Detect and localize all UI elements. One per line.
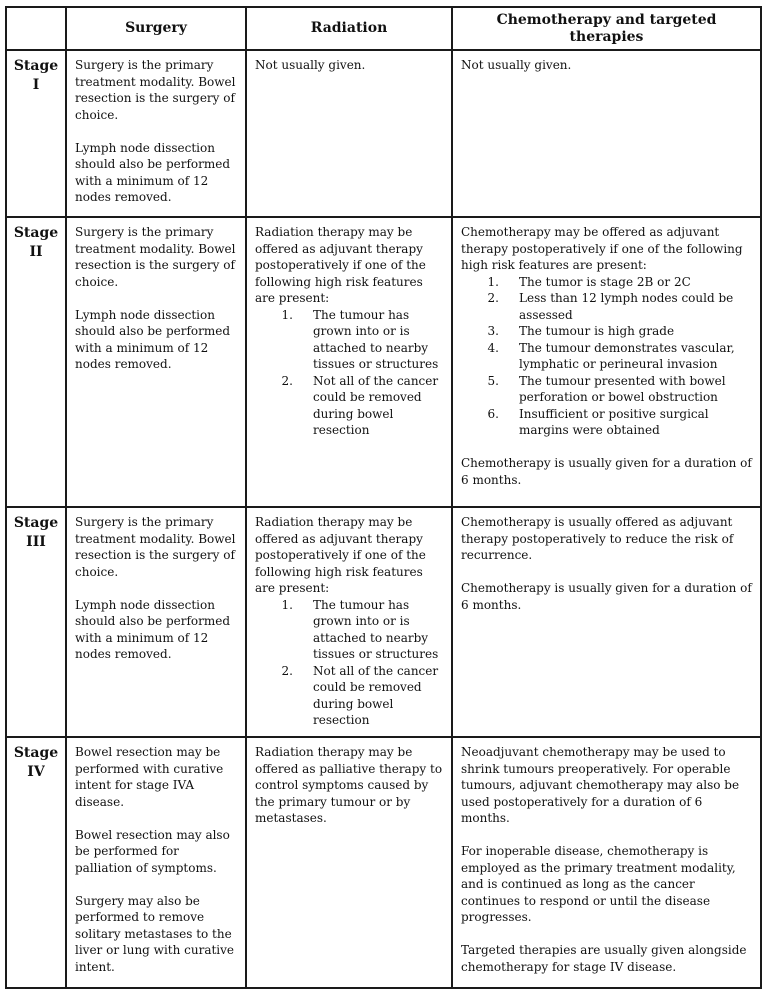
- radiation-text: Not usually given.: [255, 58, 366, 72]
- list-number: 2.: [281, 373, 293, 388]
- list-number: 1.: [281, 307, 293, 322]
- list-text: Not all of the cancer could be removed during bowel resection: [313, 663, 439, 727]
- radiation-cell: [246, 737, 452, 988]
- stage-number: I: [32, 77, 40, 93]
- radiation-intro: Radiation therapy may be offered as adjuvant therapy postoperatively if one of the following high risk features are present:: [255, 225, 426, 305]
- list-item: [461, 323, 752, 340]
- list-number: 6.: [487, 406, 499, 421]
- surgery-cell: [66, 507, 246, 737]
- surgery-text: Bowel resection may be performed with curative intent for stage IVA disease.: [75, 745, 224, 809]
- surgery-text: Surgery may also be performed to remove solitary metastases to the liver or lung with curative intent.: [75, 893, 235, 974]
- list-number: 3.: [487, 324, 499, 338]
- surgery-text: Surgery is the primary treatment modality. Bowel resection is the surgery of choice.: [75, 58, 236, 122]
- chemo-cell: [452, 50, 761, 217]
- header-surgery: Surgery: [66, 7, 246, 50]
- list-item: [255, 373, 443, 439]
- header-stage: [6, 7, 66, 50]
- surgery-text: Lymph node dissection should also be performed with a minimum of 12 nodes removed.: [75, 140, 231, 204]
- list-item: [255, 307, 443, 373]
- header-row: [6, 7, 761, 50]
- list-text: The tumour is high grade: [519, 324, 675, 338]
- chemo-text: Chemotherapy is usually given for a duration of 6 months.: [461, 581, 752, 612]
- table-row-stage-2: [6, 217, 761, 507]
- radiation-text: Radiation therapy may be offered as palliative therapy to control symptoms caused by the primary tumour or by metastases.: [255, 745, 443, 825]
- list-text: The tumour presented with bowel perforation or bowel obstruction: [519, 373, 726, 404]
- chemo-text: Neoadjuvant chemotherapy may be used to shrink tumours preoperatively. For operable tumours, adjuvant chemotherapy may also be used postoperatively for a duration of 6 months.: [461, 745, 740, 825]
- list-text: The tumour has grown into or is attached to nearby tissues or structures: [313, 307, 439, 371]
- stage-label: [6, 737, 66, 988]
- list-number: 2.: [281, 663, 293, 678]
- treatment-table-wrapper: [5, 6, 762, 989]
- radiation-intro: Radiation therapy may be offered as adjuvant therapy postoperatively if one of the following high risk features are present:: [255, 515, 426, 595]
- list-item: [255, 663, 443, 729]
- list-text: Insufficient or positive surgical margins were obtained: [519, 406, 709, 437]
- list-item: [461, 373, 752, 406]
- list-number: 1.: [487, 274, 499, 289]
- radiation-cell: [246, 217, 452, 507]
- surgery-cell: [66, 217, 246, 507]
- surgery-cell: [66, 737, 246, 988]
- list-item: [461, 274, 752, 291]
- stage-word: Stage: [13, 58, 59, 74]
- chemo-cell: [452, 217, 761, 507]
- chemo-cell: [452, 507, 761, 737]
- list-text: The tumour demonstrates vascular, lymphatic or perineural invasion: [519, 340, 735, 371]
- table-row-stage-1: [6, 50, 761, 217]
- surgery-text: Bowel resection may also be performed for palliation of symptoms.: [75, 827, 230, 875]
- table-row-stage-3: [6, 507, 761, 737]
- surgery-text: Lymph node dissection should also be performed with a minimum of 12 nodes removed.: [75, 307, 231, 371]
- chemo-duration-text: Chemotherapy is usually given for a duration of 6 months.: [461, 456, 752, 487]
- stage-number: III: [26, 534, 46, 550]
- surgery-cell: [66, 50, 246, 217]
- radiation-cell: [246, 50, 452, 217]
- list-number: 1.: [281, 597, 293, 612]
- list-text: The tumor is stage 2B or 2C: [519, 274, 691, 289]
- chemo-cell: [452, 737, 761, 988]
- stage-label: [6, 50, 66, 217]
- list-number: 4.: [487, 340, 499, 355]
- stage-word: Stage: [13, 745, 59, 761]
- list-item: [461, 290, 752, 323]
- chemo-text: Targeted therapies are usually given alongside chemotherapy for stage IV disease.: [461, 943, 747, 974]
- stage-word: Stage: [13, 515, 59, 531]
- chemo-risk-list: [461, 274, 752, 439]
- stage-number: II: [29, 244, 43, 260]
- table-row-stage-4: [6, 737, 761, 988]
- stage-label: [6, 217, 66, 507]
- radiation-cell: [246, 507, 452, 737]
- chemo-text: For inoperable disease, chemotherapy is employed as the primary treatment modality, and is continued as long as the cancer continues to respond or until the disease progresses.: [461, 844, 736, 924]
- radiation-risk-list: [255, 597, 443, 729]
- surgery-text: Surgery is the primary treatment modality. Bowel resection is the surgery of choice.: [75, 225, 236, 289]
- radiation-risk-list: [255, 307, 443, 439]
- chemo-intro: Chemotherapy may be offered as adjuvant therapy postoperatively if one of the following high risk features are present:: [461, 225, 743, 272]
- surgery-text: Lymph node dissection should also be performed with a minimum of 12 nodes removed.: [75, 597, 231, 661]
- stage-label: [6, 507, 66, 737]
- list-text: Less than 12 lymph nodes could be assessed: [519, 291, 734, 322]
- treatment-table: [5, 6, 762, 989]
- list-number: 2.: [487, 291, 499, 305]
- list-number: 5.: [487, 373, 499, 388]
- list-item: [461, 340, 752, 373]
- header-radiation: Radiation: [246, 7, 452, 50]
- stage-word: Stage: [13, 225, 59, 241]
- list-text: The tumour has grown into or is attached to nearby tissues or structures: [313, 597, 439, 661]
- chemo-text: Chemotherapy is usually offered as adjuvant therapy postoperatively to reduce the risk of recurrence.: [461, 515, 734, 562]
- header-chemo: Chemotherapy and targeted therapies: [452, 7, 761, 50]
- surgery-text: Surgery is the primary treatment modality. Bowel resection is the surgery of choice.: [75, 515, 236, 579]
- stage-number: IV: [27, 764, 45, 780]
- list-item: [461, 406, 752, 439]
- chemo-text: Not usually given.: [461, 58, 572, 72]
- list-item: [255, 597, 443, 663]
- list-text: Not all of the cancer could be removed during bowel resection: [313, 373, 439, 437]
